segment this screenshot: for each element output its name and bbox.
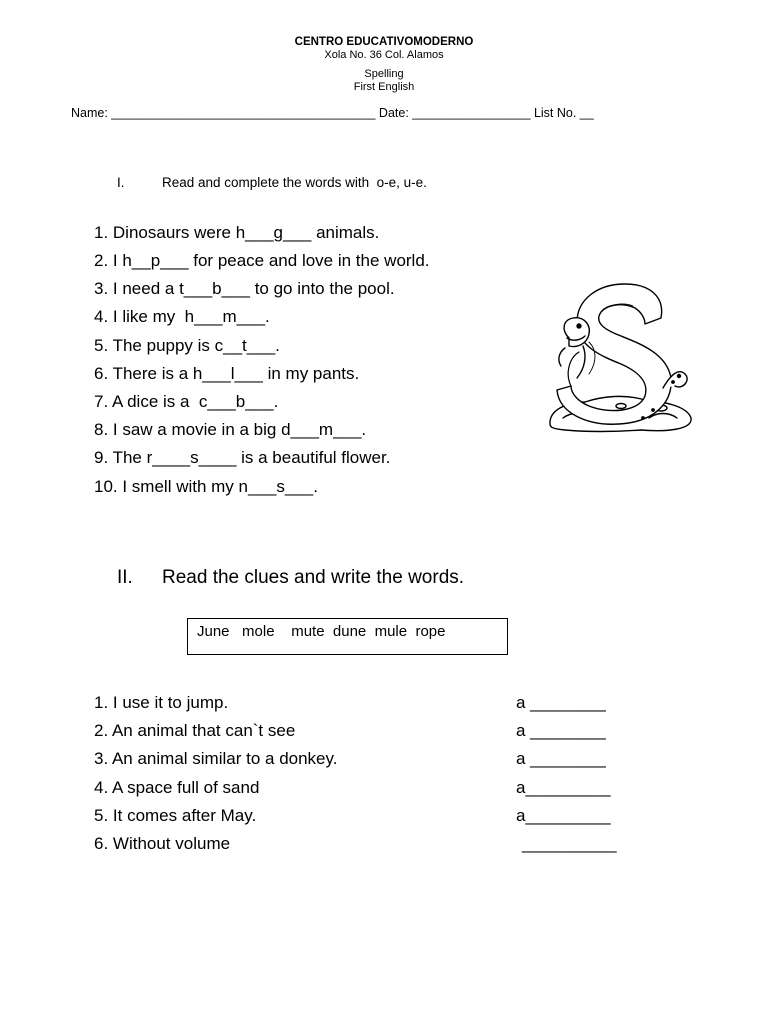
exercise-item: 9. The r____s____ is a beautiful flower. xyxy=(94,448,391,467)
exercise-item: 4. I like my h___m___. xyxy=(94,307,270,326)
clue-text: 4. A space full of sand xyxy=(94,778,260,797)
section1-instruction: Read and complete the words with o-e, u-e. xyxy=(162,175,427,190)
letter-s-snake-icon xyxy=(545,278,695,436)
clue-text: 5. It comes after May. xyxy=(94,806,257,825)
word-bank-text: June mole mute dune mule rope xyxy=(197,623,446,640)
section2-number: II. xyxy=(117,567,133,588)
exercise-item: 6. There is a h___l___ in my pants. xyxy=(94,364,360,383)
clue-text: 1. I use it to jump. xyxy=(94,693,229,712)
exercise-item: 7. A dice is a c___b___. xyxy=(94,392,279,411)
school-address: Xola No. 36 Col. Alamos xyxy=(324,49,444,61)
subject-title: Spelling xyxy=(364,68,404,80)
exercise-item: 5. The puppy is c__t___. xyxy=(94,336,280,355)
course-title: First English xyxy=(353,81,415,93)
answer-blank: __________ xyxy=(522,834,617,853)
section1-number: I. xyxy=(117,175,125,190)
section2-instruction: Read the clues and write the words. xyxy=(162,567,465,588)
clue-text: 2. An animal that can`t see xyxy=(94,721,296,740)
clue-text: 3. An animal similar to a donkey. xyxy=(94,749,338,768)
answer-blank: a ________ xyxy=(516,693,606,712)
clue-text: 6. Without volume xyxy=(94,834,231,853)
exercise-item: 1. Dinosaurs were h___g___ animals. xyxy=(94,223,380,242)
exercise-item: 3. I need a t___b___ to go into the pool. xyxy=(94,279,395,298)
exercise-item: 2. I h__p___ for peace and love in the world. xyxy=(94,251,430,270)
student-info-line: Name: ______________________________________ Date: _________________ List No. __ xyxy=(71,106,594,120)
exercise-item: 10. I smell with my n___s___. xyxy=(94,477,318,496)
answer-blank: a_________ xyxy=(516,806,611,825)
word-bank-box xyxy=(187,618,508,655)
answer-blank: a ________ xyxy=(516,721,606,740)
school-name: CENTRO EDUCATIVOMODERNO xyxy=(294,36,474,48)
answer-blank: a_________ xyxy=(516,778,611,797)
answer-blank: a ________ xyxy=(516,749,606,768)
exercise-item: 8. I saw a movie in a big d___m___. xyxy=(94,420,367,439)
